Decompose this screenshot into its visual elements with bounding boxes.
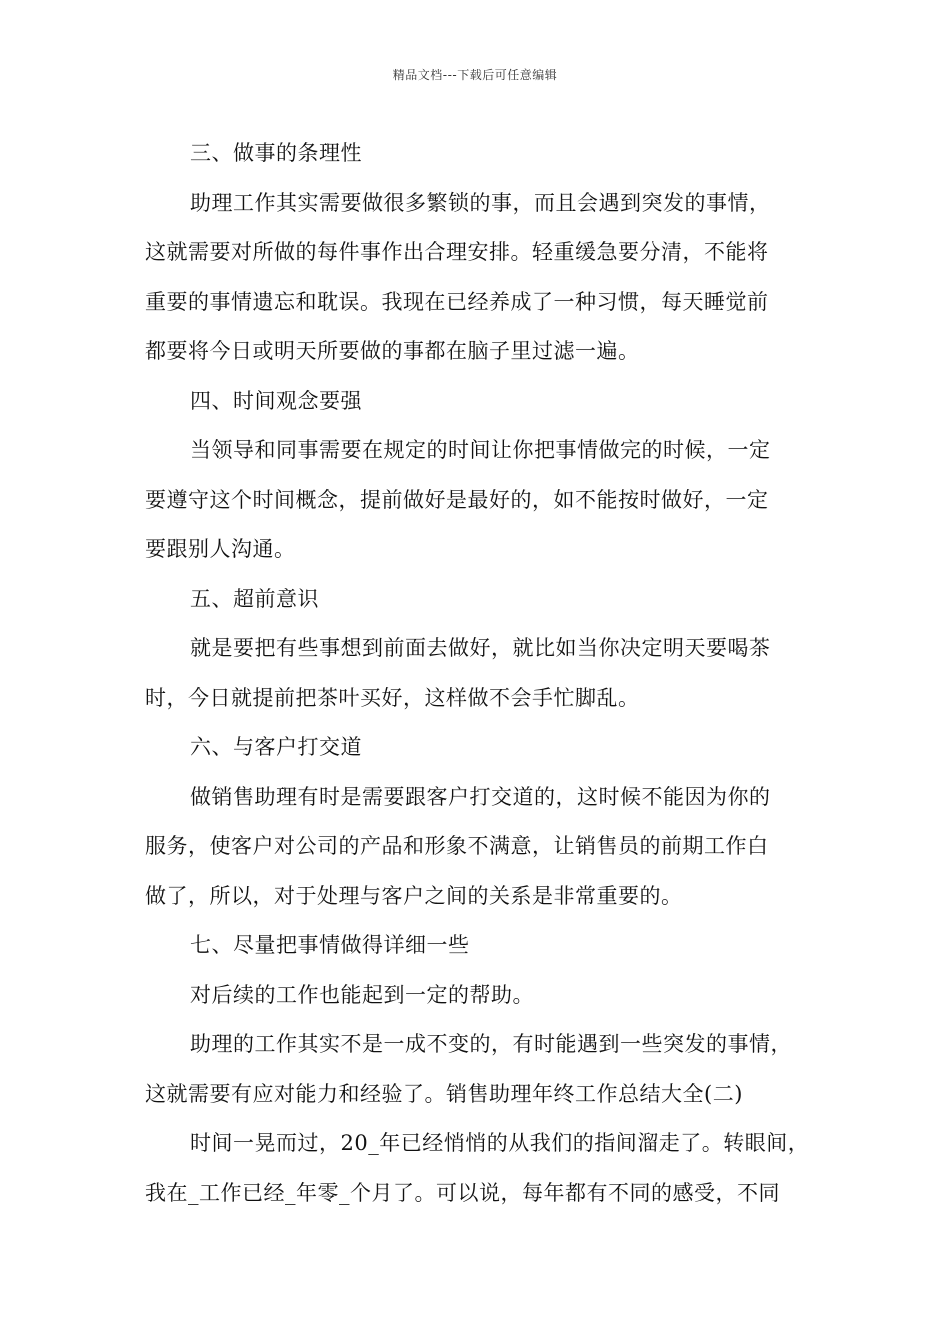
text-line: 服务，使客户对公司的产品和形象不满意，让销售员的前期工作白	[145, 834, 769, 858]
text-line: 五、超前意识	[190, 586, 319, 611]
text-line: 做销售助理有时是需要跟客户打交道的，这时候不能因为你的	[190, 784, 771, 809]
text-line: 我在_工作已经_年零_个月了。可以说，每年都有不同的感受，不同	[145, 1180, 780, 1205]
text-line: 要遵守这个时间概念，提前做好是最好的，如不能按时做好，一定	[145, 487, 769, 512]
text-line: 重要的事情遗忘和耽误。我现在已经养成了一种习惯，每天睡觉前	[145, 289, 769, 314]
text-line: 六、与客户打交道	[190, 735, 362, 759]
text-line: 四、时间观念要强	[190, 388, 362, 413]
text-line: 这就需要有应对能力和经验了。销售助理年终工作总结大全(二)	[145, 1081, 743, 1106]
text-line: 时间一晃而过，20_年已经悄悄的从我们的指间溜走了。转眼间，	[190, 1131, 810, 1155]
text-line: 三、做事的条理性	[190, 141, 362, 165]
text-line: 要跟别人沟通。	[145, 537, 296, 561]
text-line: 七、尽量把事情做得详细一些	[190, 933, 470, 957]
text-line: 时，今日就提前把茶叶买好，这样做不会手忙脚乱。	[145, 685, 640, 710]
text-line: 这就需要对所做的每件事作出合理安排。轻重缓急要分清，不能将	[145, 240, 769, 264]
document-body	[145, 129, 810, 1218]
text-line: 助理的工作其实不是一成不变的，有时能遇到一些突发的事情，	[190, 1032, 792, 1056]
text-line: 当领导和同事需要在规定的时间让你把事情做完的时候，一定	[190, 438, 771, 462]
text-line: 助理工作其实需要做很多繁锁的事，而且会遇到突发的事情，	[190, 190, 771, 215]
text-line: 做了，所以，对于处理与客户之间的关系是非常重要的。	[145, 883, 683, 908]
text-line: 就是要把有些事想到前面去做好，就比如当你决定明天要喝茶	[190, 636, 771, 660]
text-line: 都要将今日或明天所要做的事都在脑子里过滤一遍。	[145, 339, 640, 363]
text-line: 对后续的工作也能起到一定的帮助。	[190, 982, 534, 1007]
page-header: 精品文档---下载后可任意编辑	[392, 68, 558, 82]
